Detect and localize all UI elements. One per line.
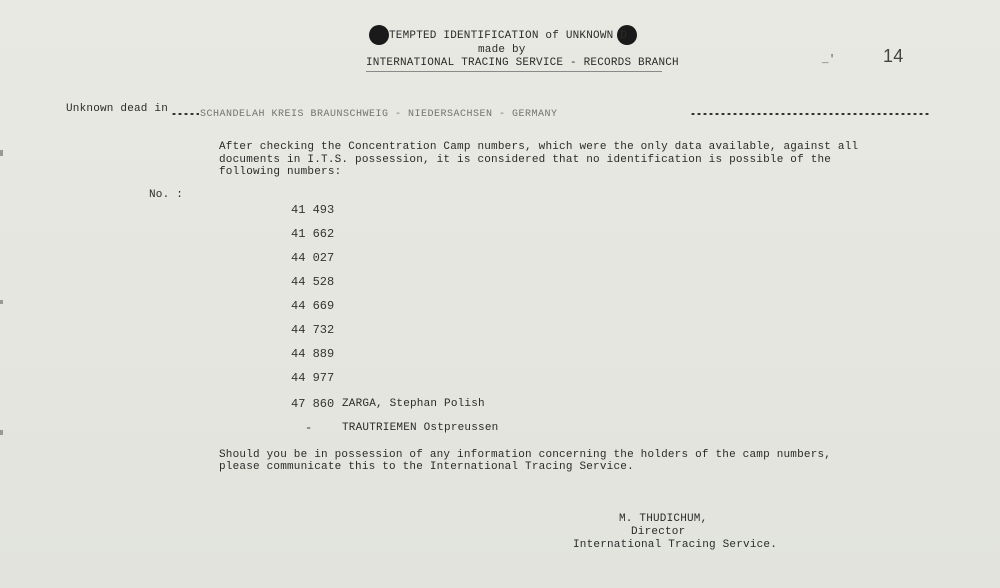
page-number: 14 — [883, 46, 904, 66]
intro-line-2: documents in I.T.S. possession, it is considered that no identification is possible of the — [219, 154, 832, 166]
unknown-dead-label: Unknown dead in — [66, 103, 169, 115]
dotted-leader-left — [171, 113, 199, 115]
camp-number: 44 889 — [291, 347, 335, 361]
camp-number: 41 493 — [291, 203, 335, 217]
camp-number-detail: TRAUTRIEMEN Ostpreussen — [342, 422, 499, 434]
signature-title: Director — [631, 526, 686, 538]
camp-number: 47 860 — [291, 397, 335, 411]
intro-line-1: After checking the Concentration Camp numbers, which were the only data available, against all — [219, 141, 859, 153]
closing-line-1: Should you be in possession of any information concerning the holders of the camp numbers, — [219, 449, 832, 461]
camp-number: 44 977 — [291, 371, 335, 385]
camp-number: - — [305, 421, 313, 435]
camp-number: 44 027 — [291, 251, 335, 265]
header-made-by: made by — [478, 44, 526, 56]
location-text: SCHANDELAH KREIS BRAUNSCHWEIG - NIEDERSACHSEN - GERMANY — [200, 109, 558, 120]
camp-number: 41 662 — [291, 227, 335, 241]
camp-number: 44 669 — [291, 299, 335, 313]
camp-number: 44 528 — [291, 275, 335, 289]
header-branch: INTERNATIONAL TRACING SERVICE - RECORDS BRANCH — [366, 57, 679, 69]
punch-hole-left — [369, 25, 389, 45]
header-title: TEMPTED IDENTIFICATION of UNKNOWN D — [389, 30, 628, 42]
camp-number: 44 732 — [291, 323, 335, 337]
intro-line-3: following numbers: — [219, 166, 342, 178]
signature-org: International Tracing Service. — [573, 539, 778, 551]
edge-mark — [0, 150, 3, 156]
signature-name: M. THUDICHUM, — [619, 513, 708, 525]
numbers-label: No. : — [149, 189, 184, 201]
closing-line-2: please communicate this to the International Tracing Service. — [219, 461, 634, 473]
camp-number-detail: ZARGA, Stephan Polish — [342, 398, 485, 410]
dotted-leader-right — [690, 113, 930, 115]
edge-mark — [0, 430, 3, 435]
corner-mark: _' — [822, 54, 836, 66]
header-underline — [366, 71, 662, 72]
edge-mark — [0, 300, 3, 304]
